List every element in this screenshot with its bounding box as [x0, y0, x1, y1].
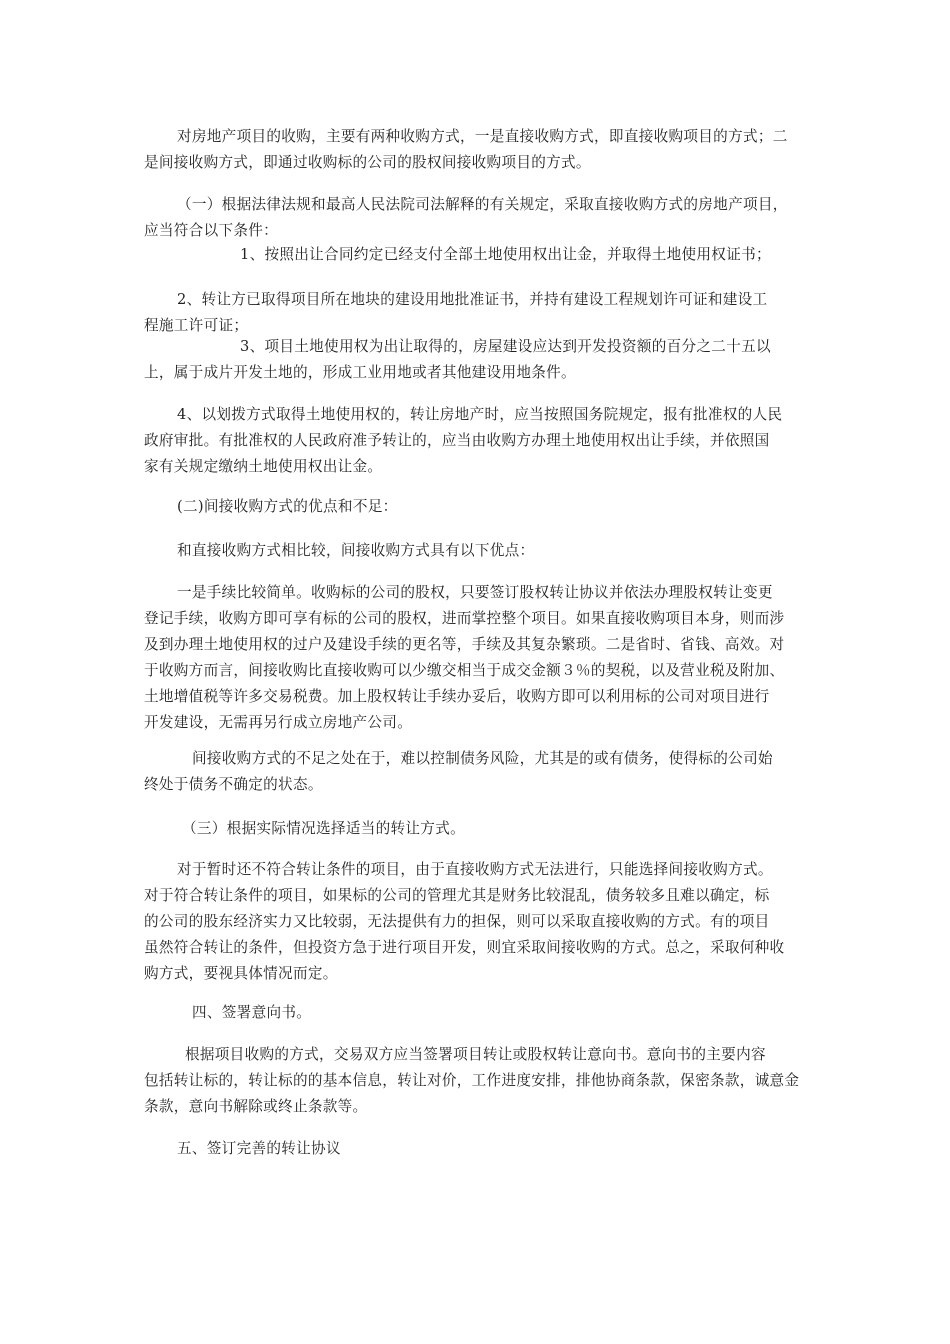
paragraph-condition-1	[144, 242, 808, 268]
text-line: 一是手续比较简单。收购标的公司的股权，只要签订股权转让协议并依法办理股权转让变更	[177, 584, 773, 601]
text-line: 五、签订完善的转让协议	[177, 1140, 341, 1157]
paragraph-intro	[144, 124, 808, 176]
text-line: 对于符合转让条件的项目，如果标的公司的管理尤其是财务比较混乱，债务较多且难以确定，标	[144, 887, 770, 904]
text-line: 1、按照出让合同约定已经支付全部土地使用权出让金，并取得土地使用权证书；	[240, 246, 771, 263]
text-line: 和直接收购方式相比较，间接收购方式具有以下优点：	[177, 542, 535, 559]
text-line: 程施工许可证；	[144, 317, 249, 334]
text-line: 上，属于成片开发土地的，形成工业用地或者其他建设用地条件。	[144, 364, 576, 381]
paragraph-section-2	[144, 494, 808, 520]
text-line: 购方式，要视具体情况而定。	[144, 965, 338, 982]
text-line: （三）根据实际情况选择适当的转让方式。	[182, 820, 465, 837]
text-line: 政府审批。有批准权的人民政府准予转让的，应当由收购方办理土地使用权出让手续，并依照国	[144, 432, 770, 449]
paragraph-disadvantages	[144, 746, 808, 798]
paragraph-condition-3	[144, 334, 808, 386]
paragraph-condition-4	[144, 402, 808, 480]
text-line: （一）根据法律法规和最高人民法院司法解释的有关规定，采取直接收购方式的房地产项目，	[177, 196, 788, 213]
text-line: 4、以划拨方式取得土地使用权的，转让房地产时，应当按照国务院规定，报有批准权的人民	[177, 406, 783, 423]
text-line: 家有关规定缴纳土地使用权出让金。	[144, 458, 383, 475]
paragraph-section-3	[144, 816, 808, 842]
text-line: 间接收购方式的不足之处在于，难以控制债务风险，尤其是的或有债务，使得标的公司始	[192, 750, 773, 767]
text-line: 根据项目收购的方式，交易双方应当签署项目转让或股权转让意向书。意向书的主要内容	[185, 1046, 766, 1063]
paragraph-letter-of-intent	[144, 1042, 808, 1120]
text-line: 对于暂时还不符合转让条件的项目，由于直接收购方式无法进行，只能选择间接收购方式。	[177, 861, 773, 878]
paragraph-condition-2	[144, 287, 808, 339]
paragraph-comparison	[144, 538, 808, 564]
text-line: 对房地产项目的收购，主要有两种收购方式，一是直接收购方式，即直接收购项目的方式；二	[177, 128, 788, 145]
text-line: 及到办理土地使用权的过户及建设手续的更名等，手续及其复杂繁琐。二是省时、省钱、高效。对	[144, 636, 785, 653]
text-line: 登记手续，收购方即可享有标的公司的股权，进而掌控整个项目。如果直接收购项目本身，则而涉	[144, 610, 785, 627]
text-line: 于收购方而言，间接收购比直接收购可以少缴交相当于成交金额３％的契税，以及营业税及附加、	[144, 662, 785, 679]
text-line: 四、签署意向书。	[192, 1004, 312, 1021]
text-line: 2、转让方已取得项目所在地块的建设用地批准证书，并持有建设工程规划许可证和建设工	[177, 291, 768, 308]
text-line: 土地增值税等许多交易税费。加上股权转让手续办妥后，收购方即可以利用标的公司对项目进行	[144, 688, 770, 705]
paragraph-advantages	[144, 580, 808, 736]
text-line: 是间接收购方式，即通过收购标的公司的股权间接收购项目的方式。	[144, 154, 591, 171]
text-line: 终处于债务不确定的状态。	[144, 776, 323, 793]
text-line: (二)间接收购方式的优点和不足：	[177, 498, 398, 515]
paragraph-section-4	[144, 1000, 808, 1026]
paragraph-selection	[144, 857, 808, 987]
text-line: 的公司的股东经济实力又比较弱，无法提供有力的担保，则可以采取直接收购的方式。有的项目	[144, 913, 770, 930]
paragraph-section-5	[144, 1136, 808, 1162]
text-line: 3、项目土地使用权为出让取得的，房屋建设应达到开发投资额的百分之二十五以	[240, 338, 771, 355]
paragraph-section-1	[144, 192, 808, 244]
text-line: 开发建设，无需再另行成立房地产公司。	[144, 714, 413, 731]
text-line: 虽然符合转让的条件，但投资方急于进行项目开发，则宜采取间接收购的方式。总之，采取何种收	[144, 939, 785, 956]
text-line: 包括转让标的，转让标的的基本信息，转让对价，工作进度安排，排他协商条款，保密条款，诚意金	[144, 1072, 800, 1089]
text-line: 条款，意向书解除或终止条款等。	[144, 1098, 368, 1115]
text-line: 应当符合以下条件：	[144, 222, 279, 239]
